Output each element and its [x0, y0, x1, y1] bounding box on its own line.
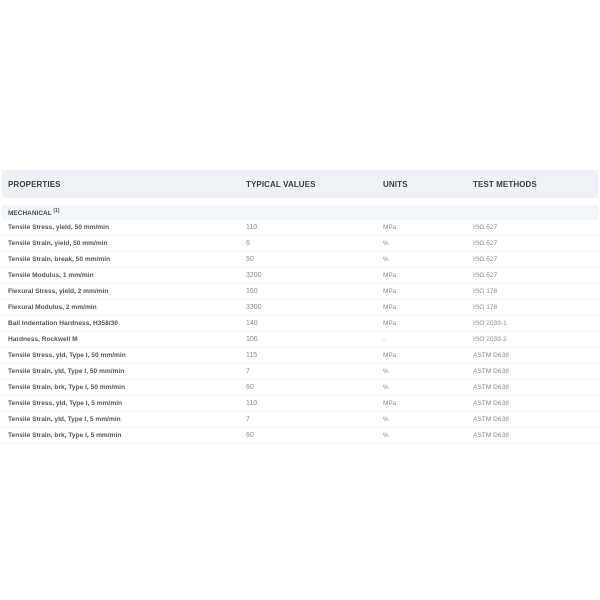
- property-cell: Tensile Strain, yld, Type I, 5 mm/min: [2, 412, 240, 428]
- value-cell: 50: [240, 252, 377, 268]
- header-properties: PROPERTIES: [2, 170, 240, 198]
- property-cell: Flexural Modulus, 2 mm/min: [2, 300, 240, 316]
- method-cell: ISO 178: [467, 284, 598, 300]
- method-cell: ISO 527: [467, 236, 598, 252]
- table-row: [2, 348, 598, 364]
- spacer-row: [2, 198, 598, 205]
- method-cell: ASTM D638: [467, 396, 598, 412]
- value-cell: 3300: [240, 300, 377, 316]
- property-cell: Tensile Strain, brk, Type I, 50 mm/min: [2, 380, 240, 396]
- table-row: [2, 380, 598, 396]
- unit-cell: %: [377, 412, 467, 428]
- section-row-mechanical: [2, 205, 598, 220]
- table-row: [2, 268, 598, 284]
- unit-cell: %: [377, 252, 467, 268]
- property-cell: Tensile Strain, yield, 50 mm/min: [2, 236, 240, 252]
- table-row: [2, 364, 598, 380]
- property-cell: Tensile Stress, yld, Type I, 5 mm/min: [2, 396, 240, 412]
- header-test-methods: TEST METHODS: [467, 170, 598, 198]
- value-cell: 7: [240, 364, 377, 380]
- properties-table: [2, 170, 598, 444]
- unit-cell: -: [377, 332, 467, 348]
- unit-cell: MPa: [377, 348, 467, 364]
- method-cell: ISO 527: [467, 252, 598, 268]
- property-cell: Hardness, Rockwell M: [2, 332, 240, 348]
- header-units: UNITS: [377, 170, 467, 198]
- unit-cell: MPa: [377, 268, 467, 284]
- table-header-row: [2, 170, 598, 198]
- unit-cell: %: [377, 364, 467, 380]
- method-cell: ISO 527: [467, 268, 598, 284]
- table-row: [2, 252, 598, 268]
- property-cell: Tensile Stress, yld, Type I, 50 mm/min: [2, 348, 240, 364]
- value-cell: 3200: [240, 268, 377, 284]
- method-cell: ISO 2039-1: [467, 316, 598, 332]
- value-cell: 140: [240, 316, 377, 332]
- value-cell: 6: [240, 236, 377, 252]
- value-cell: 60: [240, 380, 377, 396]
- property-cell: Tensile Strain, break, 50 mm/min: [2, 252, 240, 268]
- section-label: [2, 205, 598, 220]
- header-typical-values: TYPICAL VALUES: [240, 170, 377, 198]
- value-cell: 60: [240, 428, 377, 444]
- method-cell: ASTM D638: [467, 412, 598, 428]
- table-row: [2, 220, 598, 236]
- table-row: [2, 332, 598, 348]
- method-cell: ISO 2039-2: [467, 332, 598, 348]
- method-cell: ASTM D638: [467, 364, 598, 380]
- method-cell: ASTM D638: [467, 380, 598, 396]
- method-cell: ASTM D638: [467, 348, 598, 364]
- value-cell: 106: [240, 332, 377, 348]
- table-row: [2, 300, 598, 316]
- value-cell: 160: [240, 284, 377, 300]
- property-cell: Tensile Stress, yield, 50 mm/min: [2, 220, 240, 236]
- unit-cell: %: [377, 236, 467, 252]
- value-cell: 110: [240, 220, 377, 236]
- table-row: [2, 284, 598, 300]
- value-cell: 110: [240, 396, 377, 412]
- table-row: [2, 396, 598, 412]
- unit-cell: MPa: [377, 300, 467, 316]
- table-row: [2, 412, 598, 428]
- method-cell: ISO 178: [467, 300, 598, 316]
- method-cell: ISO 527: [467, 220, 598, 236]
- section-title: MECHANICAL: [8, 210, 52, 217]
- section-footnote: (1): [53, 208, 60, 214]
- unit-cell: %: [377, 428, 467, 444]
- unit-cell: %: [377, 380, 467, 396]
- unit-cell: MPa: [377, 396, 467, 412]
- table-row: [2, 428, 598, 444]
- value-cell: 7: [240, 412, 377, 428]
- property-cell: Tensile Modulus, 1 mm/min: [2, 268, 240, 284]
- unit-cell: MPa: [377, 284, 467, 300]
- value-cell: 115: [240, 348, 377, 364]
- table-body: [2, 198, 598, 444]
- method-cell: ASTM D638: [467, 428, 598, 444]
- property-cell: Ball Indentation Hardness, H358/30: [2, 316, 240, 332]
- unit-cell: MPa: [377, 316, 467, 332]
- unit-cell: MPa: [377, 220, 467, 236]
- property-cell: Tensile Strain, brk, Type I, 5 mm/min: [2, 428, 240, 444]
- table-row: [2, 316, 598, 332]
- table-row: [2, 236, 598, 252]
- property-cell: Flexural Stress, yield, 2 mm/min: [2, 284, 240, 300]
- property-cell: Tensile Strain, yld, Type I, 50 mm/min: [2, 364, 240, 380]
